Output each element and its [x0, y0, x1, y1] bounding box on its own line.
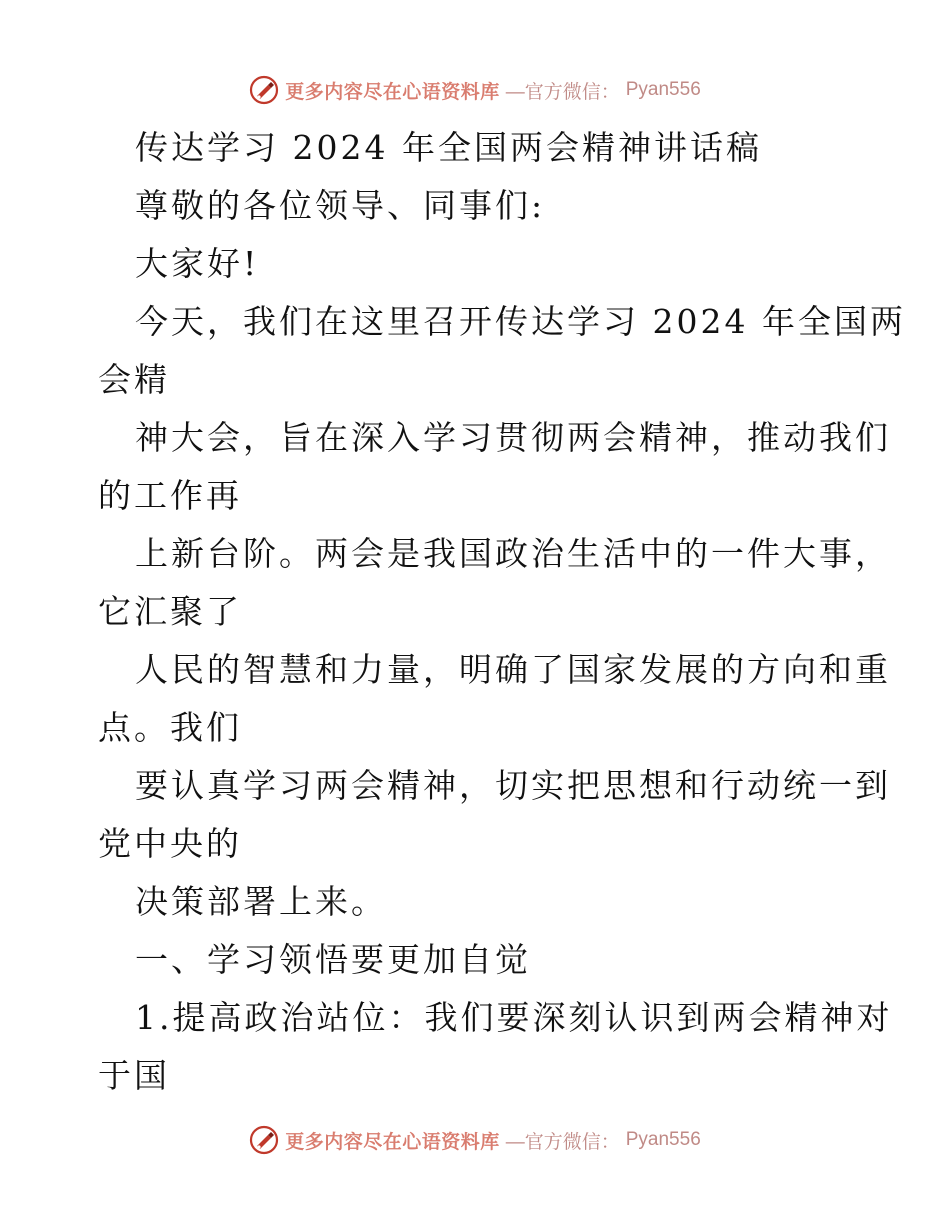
body-line: 它汇聚了 — [98, 592, 242, 631]
body-line: 的工作再 — [98, 476, 242, 515]
banner-main-text: 更多内容尽在心语资料库 — [285, 1130, 500, 1153]
body-line: 点。我们 — [98, 708, 242, 747]
footer-watermark-banner — [0, 1120, 950, 1160]
body-line: 1.提高政治站位：我们要深刻认识到两会精神对 — [135, 998, 893, 1037]
pen-logo-icon — [249, 75, 279, 105]
document-title: 传达学习 2024 年全国两会精神讲话稿 — [135, 128, 762, 167]
body-line: 上新台阶。两会是我国政治生活中的一件大事， — [135, 534, 891, 573]
section-heading: 一、学习领悟要更加自觉 — [135, 940, 531, 979]
body-line: 决策部署上来。 — [135, 882, 387, 921]
banner-wechat-id: Pyan556 — [625, 1129, 701, 1150]
body-line: 于国 — [98, 1056, 170, 1095]
body-line: 党中央的 — [98, 824, 242, 863]
header-watermark-banner — [0, 70, 950, 110]
pen-logo-icon — [249, 1125, 279, 1155]
body-line: 今天，我们在这里召开传达学习 2024 年全国两 — [135, 302, 906, 341]
body-line: 要认真学习两会精神，切实把思想和行动统一到 — [135, 766, 891, 805]
banner-main-text: 更多内容尽在心语资料库 — [285, 80, 500, 103]
salutation-line: 尊敬的各位领导、同事们: — [135, 186, 546, 225]
banner-separator-text: —官方微信： — [505, 1131, 620, 1153]
body-line: 神大会，旨在深入学习贯彻两会精神，推动我们 — [135, 418, 891, 457]
body-line: 人民的智慧和力量，明确了国家发展的方向和重 — [135, 650, 891, 689]
banner-separator-text: —官方微信： — [505, 81, 620, 103]
body-line: 会精 — [98, 360, 170, 399]
banner-wechat-id: Pyan556 — [625, 79, 701, 100]
greeting-line: 大家好! — [135, 244, 260, 283]
